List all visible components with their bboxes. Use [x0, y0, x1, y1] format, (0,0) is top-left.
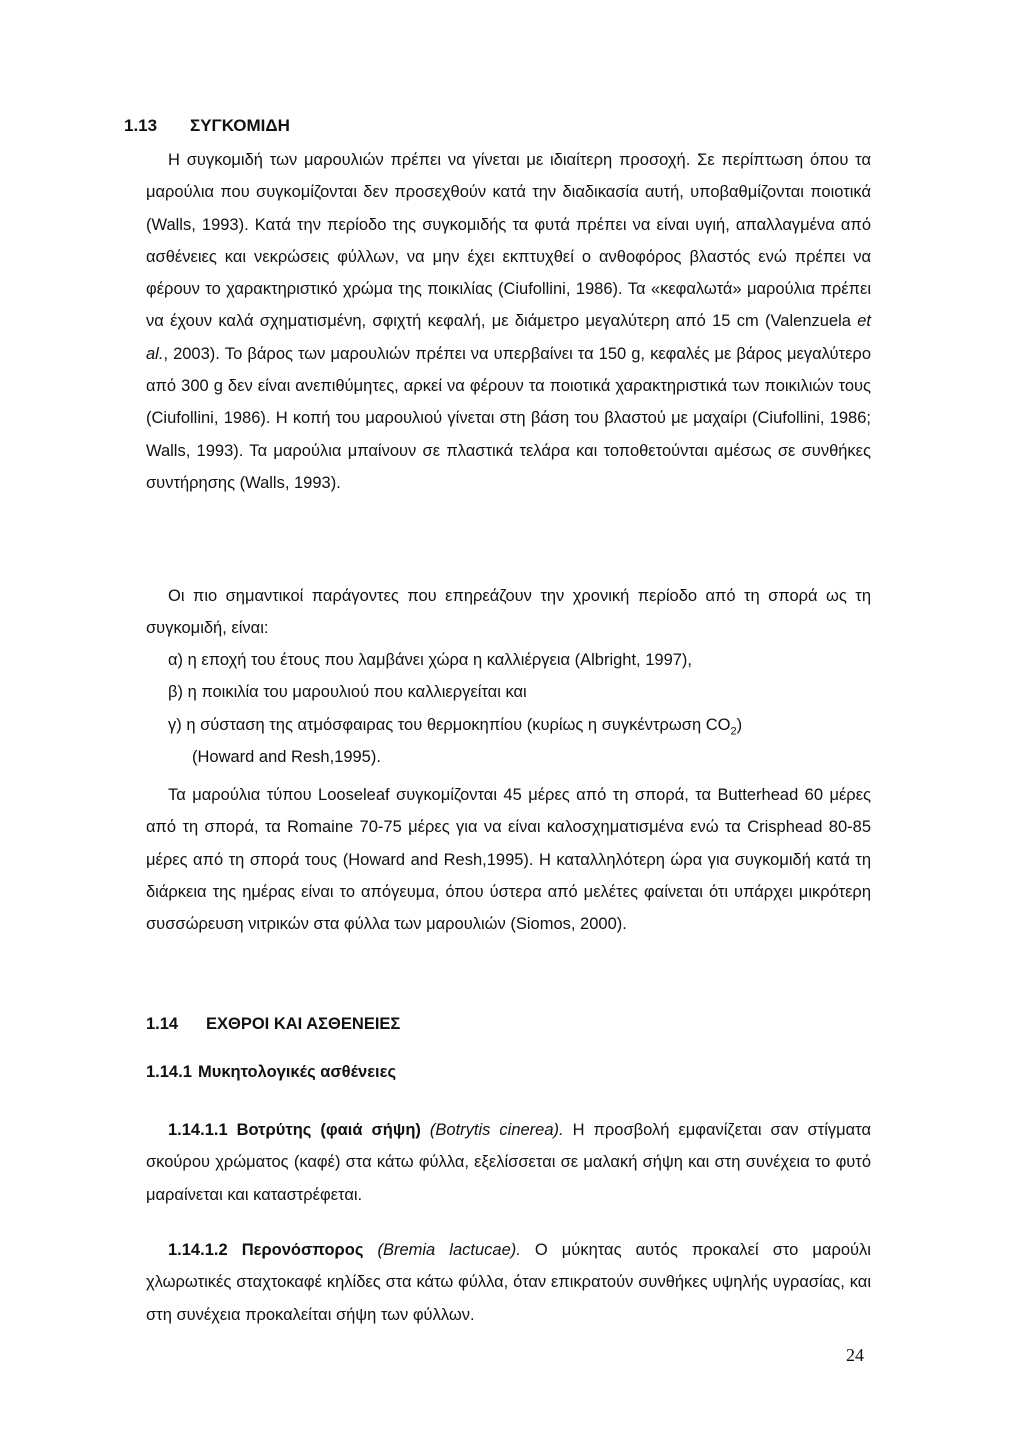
subsection-number: 1.14.1.2: [168, 1241, 228, 1259]
bremia-paragraph: [146, 1234, 871, 1331]
section-heading-1-13: [124, 114, 290, 138]
harvest-paragraph-1: [146, 144, 871, 499]
section-heading-1-14: [146, 1012, 400, 1036]
subsection-text: Ο μύκητας αυτός προκαλεί στο μαρούλι χλωρωτικές σταχτοκαφέ κηλίδες στα κάτω φύλλα, όταν επικρατούν συνθήκες υψηλής υγρασίας, και στη συνέχεια προκαλείται σήψη των φύλλων.: [146, 1241, 871, 1324]
et-al-italic: et al.: [146, 312, 871, 363]
subsection-text: Η προσβολή εμφανίζεται σαν στίγματα σκούρου χρώματος (καφέ) στα κάτω φύλλα, εξελίσσεται σε μαλακή σήψη και στη συνέχεια το φυτό μαραίνεται και καταστρέφεται.: [146, 1121, 871, 1204]
section-number: 1.14: [146, 1015, 179, 1033]
section-title: Μυκητολογικές ασθένειες: [198, 1063, 397, 1081]
subsection-title: Περονόσπορος: [241, 1241, 364, 1259]
section-title: ΣΥΓΚΟΜΙΔΗ: [190, 116, 290, 135]
paragraph-text: Η συγκομιδή των μαρουλιών πρέπει να γίνεται με ιδιαίτερη προσοχή. Σε περίπτωση όπου τα μαρούλια που συγκομίζονται δεν προσεχθούν κατά την διαδικασία αυτή, υποβαθμίζονται ποιοτικά (Walls, 1993). Κατά την περίοδο της συγκομιδής τα φυτά πρέπει να είναι υγιή, απαλλαγμένα από ασθένειες και νεκρώσεις φύλλων, να μην έχει εκπτυχθεί ο ανθοφόρος βλαστός ενώ πρέπει να φέρουν το χαρακτηριστικό χρώμα της ποικιλίας (Ciufollini, 1986). Τα «κεφαλωτά» μαρούλια πρέπει να έχουν καλά σχηματισμένη, σφιχτή κεφαλή, με διάμετρο μεγαλύτερη από 15 cm (Valenzuela: [146, 151, 871, 331]
list-item-c-text: γ) η σύσταση της ατμόσφαιρας του θερμοκηπίου (κυρίως η συγκέντρωση CO: [168, 716, 731, 734]
section-title: ΕΧΘΡΟΙ ΚΑΙ ΑΣΘΕΝΕΙΕΣ: [206, 1015, 401, 1033]
paragraph-text-cont: , 2003). Το βάρος των μαρουλιών πρέπει να υπερβαίνει τα 150 g, κεφαλές με βάρος μεγαλύτερο από 300 g δεν είναι ανεπιθύμητες, αρκεί να φέρουν τα ποιοτικά χαρακτηριστικά των ποικιλιών τους (Ciufollini, 1986). Η κοπή του μαρουλιού γίνεται στη βάση του βλαστού με μαχαίρι (Ciufollini, 1986; Walls, 1993). Τα μαρούλια μπαίνουν σε πλαστικά τελάρα και τοποθετούνται αμέσως σε συνθήκες συντήρησης (Walls, 1993).: [146, 344, 871, 492]
section-number: 1.14.1: [146, 1063, 192, 1081]
harvest-paragraph-2: Οι πιο σημαντικοί παράγοντες που επηρεάζουν την χρονική περίοδο από τη σπορά ως τη συγκομιδή, είναι:: [146, 587, 871, 638]
subsection-title: Βοτρύτης (φαιά σήψη): [236, 1121, 421, 1139]
co2-subscript: 2: [730, 725, 737, 738]
list-item-a: α) η εποχή του έτους που λαμβάνει χώρα η καλλιέργεια (Albright, 1997),: [168, 651, 693, 669]
botrytis-paragraph: [146, 1114, 871, 1211]
list-item-c-continuation: (Howard and Resh,1995).: [192, 748, 381, 766]
list-item-c-close: ): [736, 716, 743, 734]
latin-name: (Botrytis cinerea).: [429, 1121, 564, 1139]
section-heading-1-14-1: [146, 1060, 396, 1084]
section-number: 1.13: [124, 116, 158, 135]
page-number: 24: [846, 1345, 864, 1365]
subsection-number: 1.14.1.1: [168, 1121, 228, 1139]
list-item-b: β) η ποικιλία του μαρουλιού που καλλιεργείται και: [168, 683, 527, 701]
harvest-paragraph-3: Τα μαρούλια τύπου Looseleaf συγκομίζονται 45 μέρες από τη σπορά, τα Butterhead 60 μέρες από τη σπορά, τα Romaine 70-75 μέρες για να είναι καλοσχηματισμένα ενώ τα Crisphead 80-85 μέρες από τη σπορά τους (Howard and Resh,1995). Η καταλληλότερη ώρα για συγκομιδή κατά τη διάρκεια της ημέρας είναι το απόγευμα, όπου ύστερα από μελέτες φαίνεται ότι υπάρχει μικρότερη συσσώρευση νιτρικών στα φύλλα των μαρουλιών (Siomos, 2000).: [146, 786, 871, 934]
latin-name: (Bremia lactucae).: [377, 1241, 521, 1259]
